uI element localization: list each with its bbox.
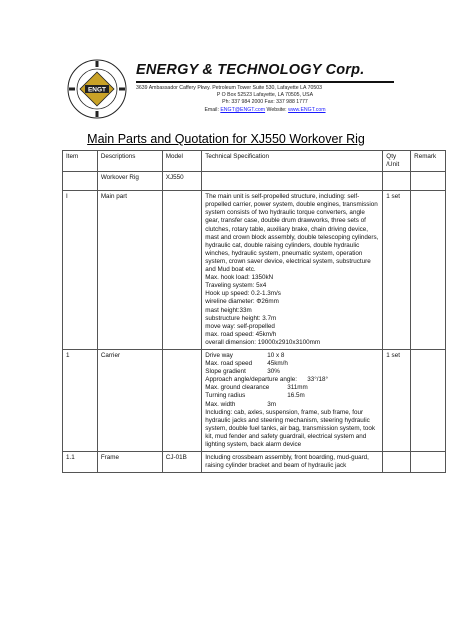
company-name: ENERGY & TECHNOLOGY Corp. [136, 62, 365, 78]
cell-item: 1.1 [63, 452, 98, 473]
spec-pair [205, 360, 379, 368]
cell-descriptions: Workover Rig [97, 172, 162, 191]
address-line-1: 3639 Ambassador Caffery Pkwy. Petroleum Tower Suite 530, Lafayette LA 70503 [136, 85, 322, 91]
document-title: Main Parts and Quotation for XJ550 Workover Rig [87, 132, 365, 146]
cell-remark [411, 191, 446, 350]
cell-model [162, 349, 201, 451]
cell-item [63, 172, 98, 191]
cell-spec [202, 349, 383, 451]
spec-key: Slope gradient [205, 368, 246, 376]
cell-spec [202, 172, 383, 191]
table-row [63, 172, 446, 191]
company-logo-icon [66, 58, 128, 120]
spec-key: Turning radius [205, 392, 246, 400]
spec-value: 3m [267, 400, 276, 408]
spec-line: move way: self-propelled [205, 322, 275, 330]
header-descriptions: Descriptions [97, 151, 162, 172]
spec-value: 33°/18° [307, 376, 329, 384]
table-row [63, 191, 446, 350]
spec-pair [205, 384, 379, 392]
spec-value: 311mm [287, 384, 308, 392]
spec-line: Hook up speed: 0.2-1.3m/s [205, 290, 281, 298]
spec-value: 30% [267, 368, 280, 376]
cell-model [162, 191, 201, 350]
spec-line: max. road speed: 45km/h [205, 330, 277, 338]
spec-text: Including: cab, axles, suspension, frame, sub frame, four hydraulic jacks and steering mechanism, steering hydraulic system, double fuel tanks, air bag, transmission system, took kit, mud fender and safety guardrail, electrical system and lighting system, back alarm device [205, 408, 375, 448]
spec-key: Max. ground clearance [205, 384, 270, 392]
spec-key: Max. width [205, 400, 236, 408]
header-qty: Qty /Unit [383, 151, 411, 172]
cell-descriptions: Frame [97, 452, 162, 473]
spec-pair [205, 352, 379, 360]
cell-model: CJ-01B [162, 452, 201, 473]
table-row [63, 452, 446, 473]
letterhead-rule [136, 81, 394, 83]
spec-key: Approach angle/departure angle: [205, 376, 297, 384]
cell-item: I [63, 191, 98, 350]
company-address [136, 85, 394, 114]
spec-line: Traveling system: 5x4 [205, 282, 267, 290]
spec-line: mast height:33m [205, 306, 252, 314]
phone-fax: Ph: 337 984 2000 Fax: 337 988 1777 [222, 99, 308, 106]
email-link[interactable]: ENGT@ENGT.com [220, 106, 266, 113]
cell-spec [202, 191, 383, 350]
spec-pair [205, 401, 379, 409]
spec-intro: The main unit is self-propelled structure, including: self-propelled carrier, power system, double engines, transmission system consists of two hydraulic torque converters, angle gear, transfer case, double drum drawworks, three sets of clutches, rotary table, auxiliary brake, chain driving device, mast and crown block assembly, double telescoping cylinders, hydraulic cat, double raising cylinders, double hydraulic winches, hydraulic system, pneumatic system, operation system, crown saver device, electrical system, substructure and Mud boat etc. [205, 193, 379, 274]
logo-text: ENGT [87, 86, 107, 94]
spec-key: Drive way [205, 351, 233, 359]
spec-value: 16.5m [287, 392, 305, 400]
cell-remark [411, 172, 446, 191]
table-row [63, 349, 446, 451]
cell-model: XJ550 [162, 172, 201, 191]
cell-qty: 1 set [383, 191, 411, 350]
cell-descriptions: Carrier [97, 349, 162, 451]
spec-pair [205, 392, 379, 400]
spec-value: 10 x 8 [267, 351, 285, 359]
contact-line [136, 107, 394, 114]
website-label: Website: [265, 106, 289, 113]
spec-key: Max. road speed [205, 360, 253, 368]
address-line-2: P O Box 52523 Lafayette, LA 70505, USA [216, 92, 314, 99]
cell-descriptions: Main part [97, 191, 162, 350]
header-remark: Remark [411, 151, 446, 172]
cell-qty [383, 452, 411, 473]
cell-qty: 1 set [383, 349, 411, 451]
spec-value: 45km/h [267, 360, 288, 368]
header-model: Model [162, 151, 201, 172]
spec-pair [205, 376, 379, 384]
spec-pair [205, 368, 379, 376]
cell-spec: Including crossbeam assembly, front boarding, mud-guard, raising cylinder bracket and beam of hydraulic jack [202, 452, 383, 473]
header-item: Item [63, 151, 98, 172]
cell-qty [383, 172, 411, 191]
website-link[interactable]: www.ENGT.com [288, 106, 326, 113]
email-label: Email: [204, 106, 221, 113]
spec-line: Max. hook load: 1350kN [205, 274, 274, 282]
spec-line: substructure height: 3.7m [205, 314, 277, 322]
table-header-row [63, 151, 446, 172]
quotation-table [62, 150, 446, 473]
cell-item: 1 [63, 349, 98, 451]
cell-remark [411, 452, 446, 473]
spec-line: overall dimension: 19000x2910x3100mm [205, 338, 321, 346]
spec-line: wireline diameter: Φ26mm [205, 298, 279, 306]
cell-remark [411, 349, 446, 451]
header-spec: Technical Specification [202, 151, 383, 172]
